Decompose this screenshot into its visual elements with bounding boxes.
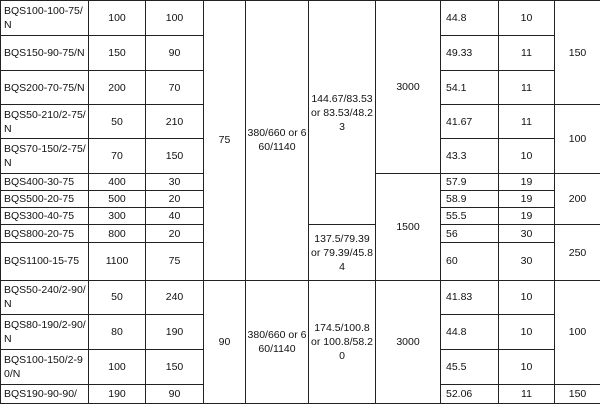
flow-cell: 300 (89, 208, 146, 225)
outlet-cell: 10 (499, 139, 555, 174)
head-cell: 100 (146, 1, 204, 36)
head-cell: 40 (146, 208, 204, 225)
head-cell: 70 (146, 71, 204, 105)
head-cell: 150 (146, 139, 204, 174)
weight-cell: 57.9 (441, 174, 499, 191)
flow-cell: 800 (89, 225, 146, 242)
flow-cell: 100 (89, 1, 146, 36)
flow-cell: 100 (89, 349, 146, 384)
weight-cell: 56 (441, 225, 499, 242)
model-cell: BQS500-20-75 (1, 191, 89, 208)
model-cell: BQS100-100-75/N (1, 1, 89, 36)
flow-cell: 400 (89, 174, 146, 191)
weight-cell: 44.8 (441, 1, 499, 36)
outlet-cell: 19 (499, 174, 555, 191)
model-cell: BQS300-40-75 (1, 208, 89, 225)
outlet-cell: 11 (499, 105, 555, 139)
flow-cell: 190 (89, 384, 146, 403)
head-cell: 90 (146, 384, 204, 403)
weight-cell: 49.33 (441, 36, 499, 71)
outlet-cell: 10 (499, 349, 555, 384)
head-cell: 30 (146, 174, 204, 191)
weight-cell: 54.1 (441, 71, 499, 105)
weight-cell: 45.5 (441, 349, 499, 384)
current-cell: 144.67/83.53 or 83.53/48.23 (309, 1, 376, 225)
size-cell: 100 (555, 105, 600, 174)
flow-cell: 80 (89, 314, 146, 349)
model-cell: BQS100-150/2-90/N (1, 349, 89, 384)
weight-cell: 44.8 (441, 314, 499, 349)
voltage-cell: 380/660 or 660/1140 (246, 1, 309, 281)
flow-cell: 500 (89, 191, 146, 208)
head-cell: 20 (146, 191, 204, 208)
outlet-cell: 10 (499, 1, 555, 36)
weight-cell: 41.83 (441, 280, 499, 314)
size-cell: 100 (555, 280, 600, 384)
head-cell: 210 (146, 105, 204, 139)
flow-cell: 200 (89, 71, 146, 105)
flow-cell: 50 (89, 105, 146, 139)
weight-cell: 55.5 (441, 208, 499, 225)
flow-cell: 50 (89, 280, 146, 314)
current-cell: 137.5/79.39 or 79.39/45.84 (309, 225, 376, 280)
voltage-cell: 380/660 or 660/1140 (246, 280, 309, 403)
speed-cell: 1500 (376, 174, 441, 280)
model-cell: BQS800-20-75 (1, 225, 89, 242)
size-cell: 200 (555, 174, 600, 225)
head-cell: 190 (146, 314, 204, 349)
power-cell: 75 (204, 1, 246, 281)
outlet-cell: 19 (499, 191, 555, 208)
size-cell: 250 (555, 225, 600, 280)
weight-cell: 60 (441, 242, 499, 280)
speed-cell: 3000 (376, 1, 441, 174)
size-cell: 150 (555, 1, 600, 105)
model-cell: BQS50-240/2-90/N (1, 280, 89, 314)
head-cell: 90 (146, 36, 204, 71)
flow-cell: 150 (89, 36, 146, 71)
head-cell: 150 (146, 349, 204, 384)
model-cell: BQS400-30-75 (1, 174, 89, 191)
head-cell: 240 (146, 280, 204, 314)
outlet-cell: 10 (499, 280, 555, 314)
table-row (1, 280, 600, 314)
model-cell: BQS70-150/2-75/N (1, 139, 89, 174)
model-cell: BQS150-90-75/N (1, 36, 89, 71)
weight-cell: 58.9 (441, 191, 499, 208)
current-cell: 174.5/100.8 or 100.8/58.20 (309, 280, 376, 403)
outlet-cell: 10 (499, 314, 555, 349)
weight-cell: 43.3 (441, 139, 499, 174)
power-cell: 90 (204, 280, 246, 403)
head-cell: 75 (146, 242, 204, 280)
head-cell: 20 (146, 225, 204, 242)
outlet-cell: 30 (499, 225, 555, 242)
model-cell: BQS190-90-90/ (1, 384, 89, 403)
outlet-cell: 11 (499, 384, 555, 403)
outlet-cell: 11 (499, 36, 555, 71)
flow-cell: 1100 (89, 242, 146, 280)
model-cell: BQS80-190/2-90/N (1, 314, 89, 349)
table-row (1, 1, 600, 36)
model-cell: BQS1100-15-75 (1, 242, 89, 280)
outlet-cell: 30 (499, 242, 555, 280)
size-cell: 150 (555, 384, 600, 403)
model-cell: BQS50-210/2-75/N (1, 105, 89, 139)
speed-cell: 3000 (376, 280, 441, 403)
model-cell: BQS200-70-75/N (1, 71, 89, 105)
outlet-cell: 19 (499, 208, 555, 225)
flow-cell: 70 (89, 139, 146, 174)
weight-cell: 41.67 (441, 105, 499, 139)
outlet-cell: 11 (499, 71, 555, 105)
weight-cell: 52.06 (441, 384, 499, 403)
